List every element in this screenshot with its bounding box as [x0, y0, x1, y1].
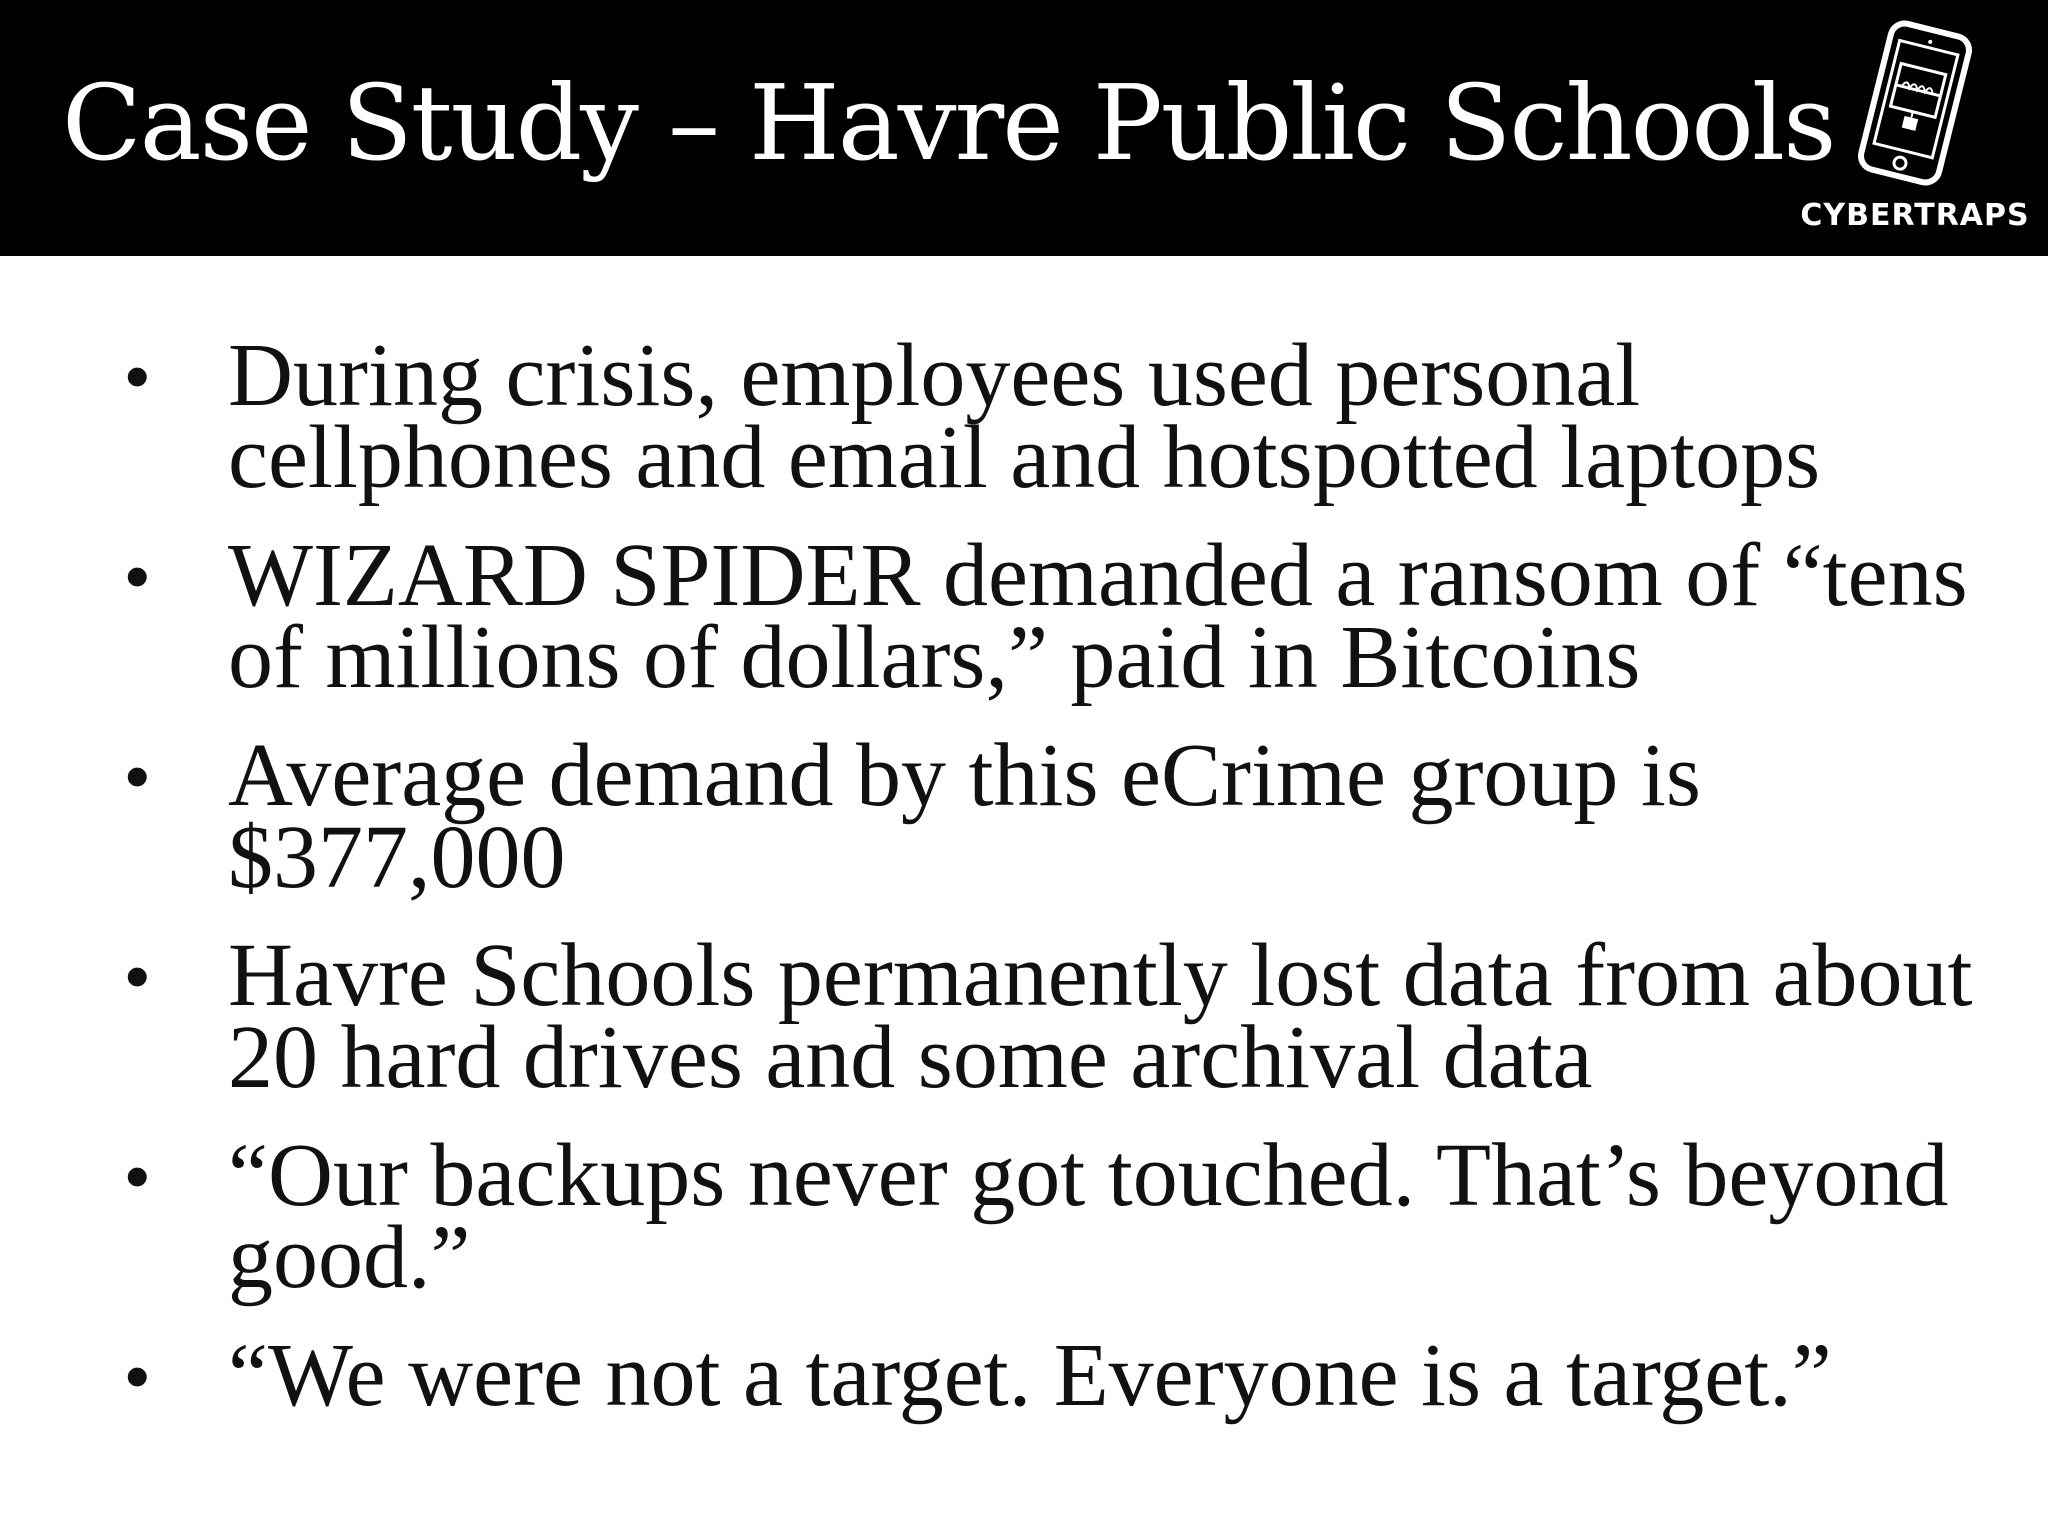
cybertraps-logo [1790, 18, 2040, 243]
bullet-text: “We were not a target. Everyone is a target.” [228, 1326, 1832, 1425]
list-item [0, 1326, 2048, 1425]
title-bar [0, 0, 2048, 256]
slide-title: Case Study – Havre Public Schools [62, 62, 1835, 184]
phone-mousetrap-icon [1830, 18, 2000, 188]
bullet-marker: • [125, 937, 150, 1015]
bullet-marker: • [125, 537, 150, 615]
bullet-marker: • [125, 1337, 150, 1415]
list-item [0, 926, 2048, 1107]
list-item [0, 726, 2048, 907]
logo-wordmark: CYBERTRAPS [1800, 198, 2030, 233]
bullet-marker: • [125, 1137, 150, 1215]
bullet-list [0, 326, 2048, 1453]
list-item [0, 1126, 2048, 1307]
bullet-text: WIZARD SPIDER demanded a ransom of “tens of millions of dollars,” paid in Bitcoins [228, 526, 1968, 707]
list-item [0, 326, 2048, 507]
bullet-text: “Our backups never got touched. That’s beyond good.” [228, 1126, 1949, 1307]
bullet-text: Havre Schools permanently lost data from about 20 hard drives and some archival data [228, 926, 1973, 1107]
bullet-marker: • [125, 337, 150, 415]
bullet-text: During crisis, employees used personal cellphones and email and hotspotted laptops [228, 326, 1821, 507]
list-item [0, 526, 2048, 707]
bullet-text: Average demand by this eCrime group is $377,000 [228, 726, 1701, 907]
bullet-marker: • [125, 737, 150, 815]
